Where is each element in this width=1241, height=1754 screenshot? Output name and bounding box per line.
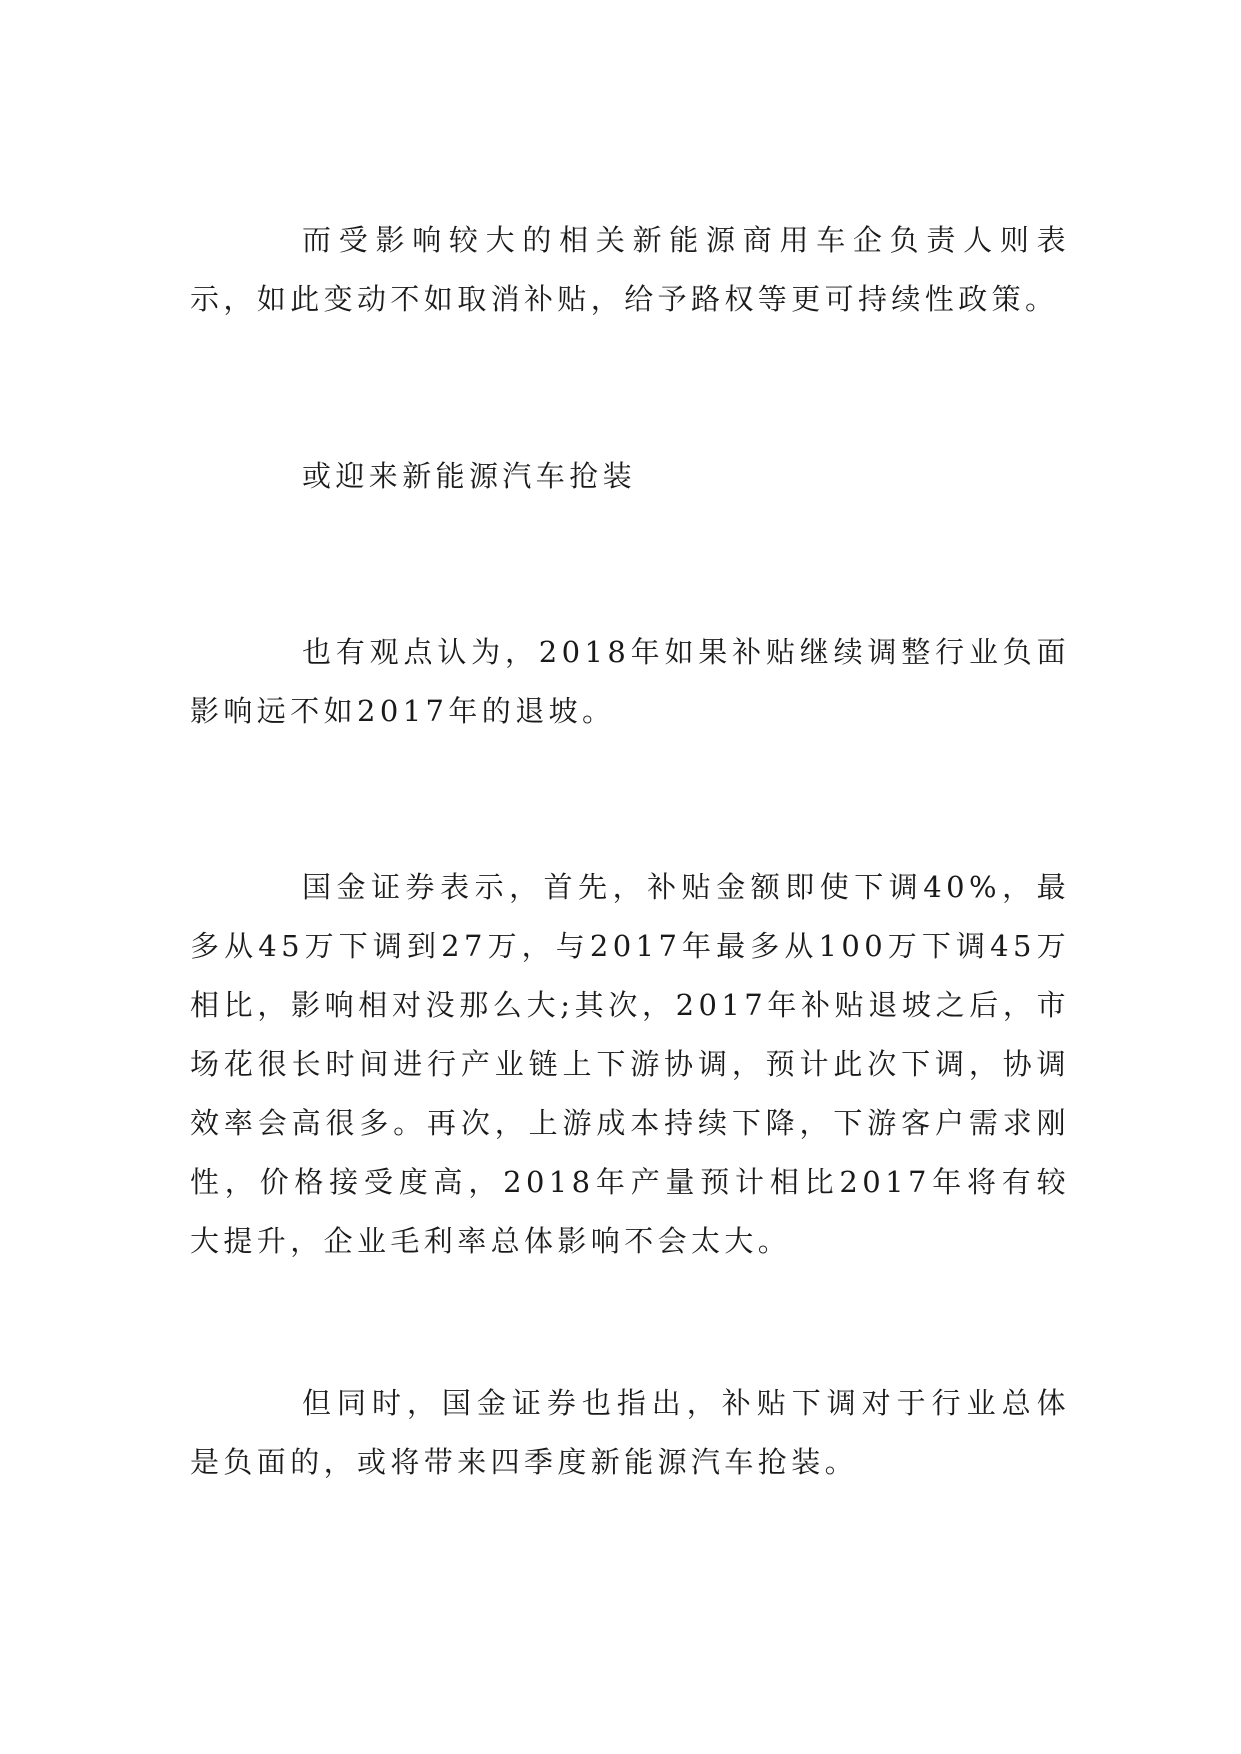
section-subheading: 或迎来新能源汽车抢装 bbox=[302, 459, 637, 493]
paragraph-statement-of-executives: 而受影响较大的相关新能源商用车企负责人则表示，如此变动不如取消补贴，给予路权等更可持续性政策。 bbox=[190, 223, 1070, 316]
paragraph-viewpoint: 也有观点认为，2018年如果补贴继续调整行业负面影响远不如2017年的退坡。 bbox=[190, 635, 1070, 728]
paragraph-guojin-conclusion: 但同时，国金证券也指出，补贴下调对于行业总体是负面的，或将带来四季度新能源汽车抢装。 bbox=[190, 1386, 1070, 1479]
paragraph-guojin-analysis: 国金证券表示，首先，补贴金额即使下调40%，最多从45万下调到27万，与2017年最多从100万下调45万相比，影响相对没那么大;其次，2017年补贴退坡之后，市场花很长时间进行产业链上下游协调，预计此次下调，协调效率会高很多。再次，上游成本持续下降，下游客户需求刚性，价格接受度高，2018年产量预计相比2017年将有较大提升，企业毛利率总体影响不会太大。 bbox=[190, 870, 1070, 1258]
